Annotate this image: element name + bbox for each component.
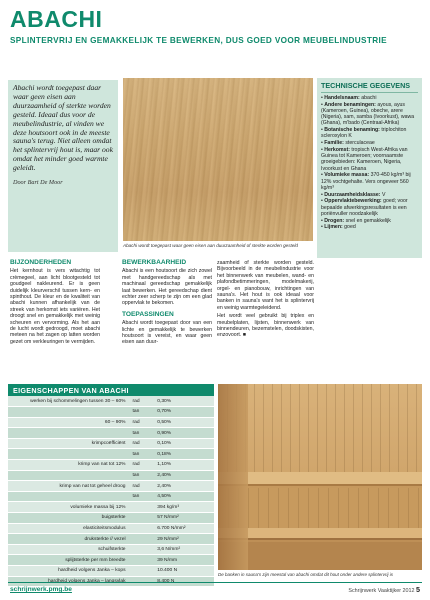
unit-cell bbox=[130, 502, 155, 513]
property-cell: hardheid volgens Janka – kops bbox=[8, 566, 130, 577]
technical-item-value: abachi bbox=[361, 95, 377, 101]
technical-item: • Duurzaamheidsklasse: V bbox=[321, 191, 386, 198]
value-cell: 10.400 N bbox=[154, 566, 214, 577]
table-row bbox=[8, 481, 214, 492]
text-toepassingen-cont: zaamheid of sterkte worden gesteld. Bijvoorbeeld in de meubelindustrie voor het binnenwerk van meubelen, wand- en plafondbetimmeringen, modelmakerij, orgel- en pianobouw, inrichtingen van sauna's. Het hout is ook ideaal voor banken in sauna's want het is splintervrij en weinig warmtegeleidend. bbox=[217, 260, 314, 311]
value-cell: 57 N/mm² bbox=[154, 513, 214, 524]
value-cell: 3,6 N/mm² bbox=[154, 544, 214, 555]
footer-publication-name: Schrijnwerk Vaaktijker 2012 bbox=[348, 588, 415, 594]
column-bijzonderheden bbox=[10, 260, 100, 347]
technical-item-label: Oppervlaktebewerking: bbox=[324, 198, 382, 205]
unit-cell: tan bbox=[130, 407, 155, 418]
properties-table-title: EIGENSCHAPPEN VAN ABACHI bbox=[8, 384, 214, 396]
technical-item-value: sterculaceae bbox=[345, 140, 375, 147]
value-cell: 0,50% bbox=[154, 417, 214, 428]
value-cell: 1,10% bbox=[154, 460, 214, 471]
value-cell: 2,40% bbox=[154, 481, 214, 492]
technical-item-label: Botanische benaming: bbox=[324, 127, 380, 134]
value-cell: 0,90% bbox=[154, 428, 214, 439]
wood-grain-photo bbox=[123, 78, 313, 241]
technical-item: • Drogen: snel en gemakkelijk bbox=[321, 217, 391, 224]
property-cell bbox=[8, 428, 130, 439]
unit-cell bbox=[130, 555, 155, 566]
sauna-bench-front bbox=[218, 488, 422, 528]
footer-url-link[interactable]: schrijnwerk.pmg.be bbox=[10, 586, 72, 593]
technical-item: • Botanische benaming: triplochiton scleroxylon K bbox=[321, 127, 407, 140]
technical-item-label: Volumieke massa: bbox=[324, 172, 370, 179]
sauna-wall bbox=[218, 384, 422, 484]
unit-cell: rad bbox=[130, 417, 155, 428]
unit-cell: tan bbox=[130, 491, 155, 502]
technical-item: • Volumieke massa: 370-450 kg/m³ bij 12% vochtgehalte. Vers ongeveer 560 kg/m³ bbox=[321, 172, 411, 191]
text-toepassingen-cont2 bbox=[217, 313, 314, 339]
technical-item-value: 370-450 kg/m³ bij 12% vochtgehalte. Vers ongeveer 560 kg/m³ bbox=[321, 172, 411, 191]
table-row bbox=[8, 470, 214, 481]
unit-cell bbox=[130, 566, 155, 577]
table-row bbox=[8, 417, 214, 428]
unit-cell: rad bbox=[130, 481, 155, 492]
value-cell: 0,70% bbox=[154, 407, 214, 418]
unit-cell: tan bbox=[130, 470, 155, 481]
property-cell: 60 – 90% bbox=[8, 417, 130, 428]
property-cell bbox=[8, 470, 130, 481]
property-cell: volumieke massa bij 12% bbox=[8, 502, 130, 513]
table-row bbox=[8, 513, 214, 524]
unit-cell bbox=[130, 544, 155, 555]
page-number: 5 bbox=[416, 585, 420, 594]
column-bewerkbaarheid bbox=[122, 260, 212, 348]
column-toepassingen-continued bbox=[217, 260, 314, 341]
page-subtitle: SPLINTERVRIJ EN GEMAKKELIJK TE BEWERKEN, DUS GOED VOOR MEUBELINDUSTRIE bbox=[10, 36, 387, 45]
sauna-bench-low bbox=[218, 528, 422, 540]
value-cell: 2,40% bbox=[154, 470, 214, 481]
table-row bbox=[8, 555, 214, 566]
wood-photo-caption: Abachi wordt toegepast waar geen eisen aan duurzaamheid of sterkte worden gesteld bbox=[123, 243, 298, 248]
table-row bbox=[8, 534, 214, 545]
value-cell: 39 N/mm bbox=[154, 555, 214, 566]
value-cell: 4,50% bbox=[154, 491, 214, 502]
page-title: ABACHI bbox=[10, 6, 103, 32]
technical-item-value: goed; voor bepaalde afwerkingsresultaten is een poriënvuller noodzakelijk bbox=[321, 198, 408, 217]
technical-item: • Herkomst: tropisch West-Afrika van Guinea tot Kameroen; voornaamste groeigebieden: Kameroen, Nigeria, Ivoorkust en Ghana bbox=[321, 147, 408, 172]
footer-divider bbox=[8, 582, 422, 583]
technical-sidebar bbox=[317, 78, 422, 258]
value-cell: 0,30% bbox=[154, 396, 214, 407]
unit-cell bbox=[130, 513, 155, 524]
technical-item-label: Herkomst: bbox=[324, 147, 350, 153]
unit-cell bbox=[130, 523, 155, 534]
sauna-photo-caption: De banken in sauna's zijn meestal van abachi omdat dit hout onder andere splintervrij is bbox=[218, 572, 393, 577]
sauna-side-wall bbox=[218, 384, 248, 570]
heading-bewerkbaarheid: BEWERKBAARHEID bbox=[122, 259, 187, 266]
unit-cell: tan bbox=[130, 428, 155, 439]
technical-item: • Familie: sterculaceae bbox=[321, 140, 375, 147]
heading-toepassingen: TOEPASSINGEN bbox=[122, 310, 174, 318]
table-row bbox=[8, 460, 214, 471]
property-cell: krimp van nat tot 12% bbox=[8, 460, 130, 471]
table-row bbox=[8, 428, 214, 439]
property-cell bbox=[8, 449, 130, 460]
technical-item-value: snel en gemakkelijk bbox=[345, 217, 391, 224]
technical-item: • Handelsnaam: abachi bbox=[321, 95, 377, 101]
technical-list bbox=[321, 95, 418, 231]
footer-publication bbox=[348, 585, 420, 594]
unit-cell: rad bbox=[130, 396, 155, 407]
technical-item-value: ayous, ayus (Kameroen, Guinea), obeche, arere (Nigeria), sam, samba (Ivoorkust), wawa (Ghana), m'bado (Centraal-Afrika) bbox=[321, 101, 415, 127]
value-cell: 0,10% bbox=[154, 438, 214, 449]
technical-item-label: Handelsnaam: bbox=[324, 95, 360, 101]
properties-table bbox=[8, 396, 214, 587]
sauna-photo bbox=[218, 384, 422, 570]
technical-item-label: Familie: bbox=[324, 140, 344, 147]
technical-item: • Andere benamingen: ayous, ayus (Kameroen, Guinea), obeche, arere (Nigeria), sam, samba (Ivoorkust), wawa (Ghana), m'bado (Centraal-Afrika) bbox=[321, 101, 415, 127]
heading-bijzonderheden: BIJZONDERHEDEN bbox=[10, 259, 72, 266]
table-row bbox=[8, 523, 214, 534]
technical-item-label: Duurzaamheidsklasse: bbox=[324, 191, 381, 198]
text-toepassingen: Abachi wordt toegepast door van een lichte en gemakkelijk te bewerken houtsoort is vereist, en waar geen eisen aan duur- bbox=[122, 320, 212, 346]
table-row bbox=[8, 449, 214, 460]
end-mark: ■ bbox=[242, 332, 246, 339]
technical-item-value: tropisch West-Afrika van Guinea tot Kameroen; voornaamste groeigebieden: Kameroen, Nigeria, Ivoorkust en Ghana bbox=[321, 147, 408, 172]
table-row bbox=[8, 566, 214, 577]
technical-item-value: triplochiton scleroxylon K bbox=[321, 127, 407, 140]
sauna-floor bbox=[218, 542, 422, 570]
property-cell: krimp van nat tot geheel droog bbox=[8, 481, 130, 492]
technical-item: • Oppervlaktebewerking: goed; voor bepaalde afwerkingsresultaten is een poriënvuller noodzakelijk bbox=[321, 198, 408, 217]
property-cell: buigsterkte bbox=[8, 513, 130, 524]
technical-title: TECHNISCHE GEGEVENS bbox=[321, 81, 418, 93]
property-cell: elasticiteitsmodulus bbox=[8, 523, 130, 534]
value-cell: 29 N/mm² bbox=[154, 534, 214, 545]
property-cell: krimpcoëfficiënt bbox=[8, 438, 130, 449]
unit-cell bbox=[130, 534, 155, 545]
value-cell: 6.700 N/mm² bbox=[154, 523, 214, 534]
sauna-bench-top bbox=[218, 472, 422, 486]
unit-cell: tan bbox=[130, 449, 155, 460]
table-row bbox=[8, 407, 214, 418]
text-bijzonderheden: Het kernhout is vers witachtig tot crèmegeel, aan licht blootgesteld tot goudgeel nakleurend. Er is geen duidelijk kleurverschil tussen kern- en spinthout. De kleur en de kwaliteit van abachi kunnen afhankelijk van de streek van herkomst iets variëren. Het droogt snel en gemakkelijk met weinig scheuren en vervorming. Als het aan de lucht wordt gedroogd, moet abachi meteen na het zagen op latten worden gezet om verkleuringen te vermijden. bbox=[10, 268, 100, 345]
property-cell: werken bij schommelingen tussen 30 – 60% bbox=[8, 396, 130, 407]
table-row bbox=[8, 438, 214, 449]
technical-item-label: Andere benamingen: bbox=[324, 101, 376, 108]
property-cell: splijtsterkte per mm breedte bbox=[8, 555, 130, 566]
table-row bbox=[8, 544, 214, 555]
intro-author: Door Bart De Moor bbox=[13, 179, 63, 187]
property-cell bbox=[8, 407, 130, 418]
table-row bbox=[8, 502, 214, 513]
technical-item: • Lijmen: goed bbox=[321, 224, 356, 231]
unit-cell: rad bbox=[130, 438, 155, 449]
property-cell bbox=[8, 491, 130, 502]
text-bewerkbaarheid: Abachi is een houtsoort die zich zowel met handgereedschap als met machinaal gereedschap gemakkelijk laat bewerken. Het gereedschap dient echter zeer scherp te zijn om een glad oppervlak te bekomen. bbox=[122, 268, 212, 307]
intro-text: Abachi wordt toegepast daar waar geen eisen aan duurzaamheid of sterkte worden gesteld. Ideaal dus voor de meubelindustrie, al vinden we deze houtsoort ook in de meeste sauna's terug. Niet alleen omdat het splintervrij hout is, maar ook omdat het minder goed warmte geleidt. bbox=[13, 83, 113, 173]
technical-item-value: V bbox=[381, 191, 386, 198]
value-cell: 394 kg/m³ bbox=[154, 502, 214, 513]
intro-box bbox=[8, 80, 118, 252]
unit-cell: rad bbox=[130, 460, 155, 471]
technical-item-label: Drogen: bbox=[324, 217, 345, 224]
table-row bbox=[8, 396, 214, 407]
value-cell: 0,18% bbox=[154, 449, 214, 460]
technical-item-label: Lijmen: bbox=[324, 224, 343, 231]
property-cell: schuifsterkte bbox=[8, 544, 130, 555]
text-toepassingen-cont2-body: Het wordt veel gebruikt bij triplex en meubelplaten, lijsten, binnenwerk van binnendeuren, bezemstelen, doodskisten, enzovoort. bbox=[217, 313, 314, 339]
technical-item-value: goed bbox=[344, 224, 356, 231]
table-row bbox=[8, 491, 214, 502]
property-cell: druksterkte // vezel bbox=[8, 534, 130, 545]
